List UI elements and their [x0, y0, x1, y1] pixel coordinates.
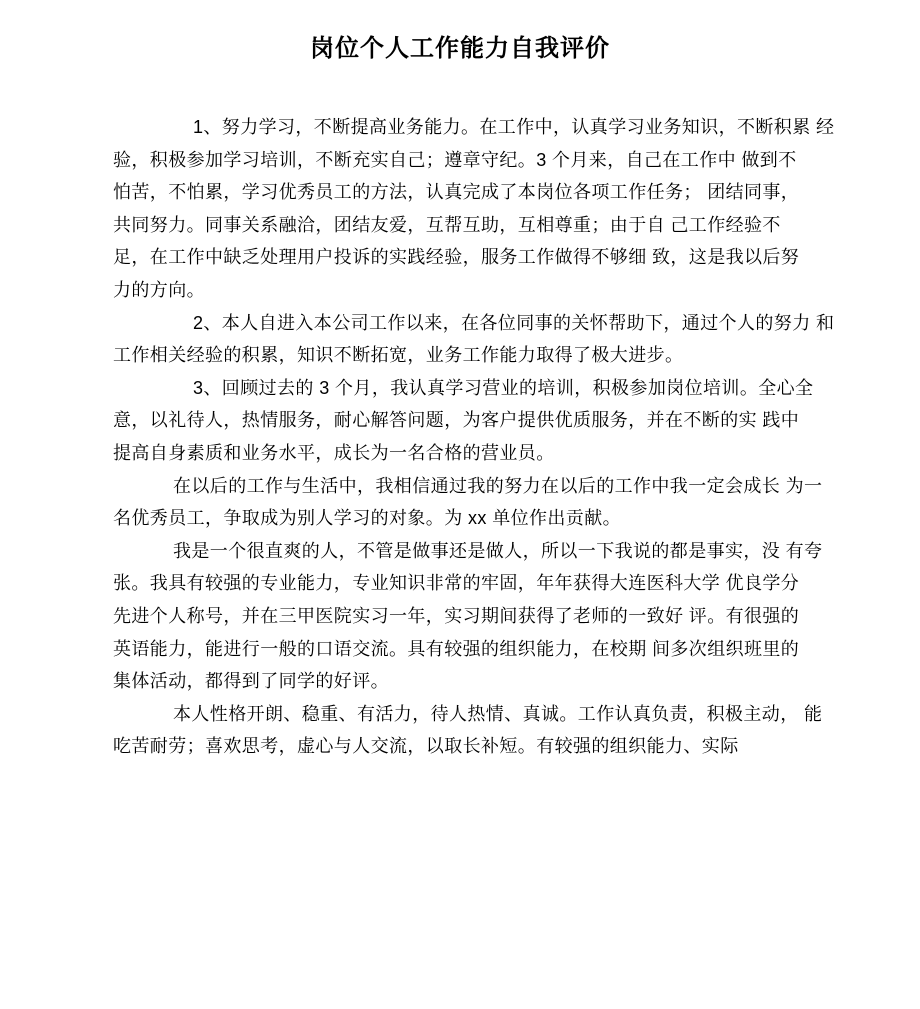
- text-line: 名优秀员工，争取成为别人学习的对象。为 xx 单位作出贡献。: [113, 508, 621, 529]
- text-line: 工作相关经验的积累，知识不断拓宽，业务工作能力取得了极大进步。: [113, 345, 684, 366]
- text-line: 2、本人自进入本公司工作以来，在各位同事的关怀帮助下，通过个人的努力 和: [193, 312, 835, 333]
- paragraph: [113, 372, 813, 470]
- paragraph: [113, 535, 823, 698]
- paragraph: [113, 470, 823, 535]
- text-line: 先进个人称号，并在三甲医院实习一年，实习期间获得了老师的一致好 评。有很强的: [113, 605, 800, 626]
- document-title: 岗位个人工作能力自我评价: [310, 35, 610, 62]
- text-line: 本人性格开朗、稳重、有活力，待人热情、真诚。工作认真负责，积极主动， 能: [173, 703, 823, 724]
- text-line: 共同努力。同事关系融洽，团结友爱，互帮互助，互相尊重；由于自 己工作经验不: [113, 214, 781, 235]
- text-line: 集体活动，都得到了同学的好评。: [113, 671, 389, 692]
- text-line: 我是一个很直爽的人，不管是做事还是做人，所以一下我说的都是事实，没 有夸: [173, 540, 823, 561]
- paragraph: [113, 307, 835, 372]
- text-line: 3、回顾过去的 3 个月，我认真学习营业的培训，积极参加岗位培训。全心全: [193, 377, 814, 398]
- text-line: 提高自身素质和业务水平，成长为一名合格的营业员。: [113, 442, 555, 463]
- text-line: 怕苦，不怕累，学习优秀员工的方法，认真完成了本岗位各项工作任务； 团结同事，: [113, 182, 800, 203]
- paragraph: [113, 698, 823, 763]
- text-line: 英语能力，能进行一般的口语交流。具有较强的组织能力，在校期 间多次组织班里的: [113, 638, 800, 659]
- text-line: 验，积极参加学习培训，不断充实自己；遵章守纪。3 个月来，自己在工作中 做到不: [113, 149, 797, 170]
- text-line: 吃苦耐劳；喜欢思考，虚心与人交流，以取长补短。有较强的组织能力、实际: [113, 736, 739, 757]
- paragraph: [113, 111, 835, 307]
- text-line: 力的方向。: [113, 279, 205, 300]
- text-line: 在以后的工作与生活中，我相信通过我的努力在以后的工作中我一定会成长 为一: [173, 475, 823, 496]
- document-body: [113, 111, 835, 763]
- text-line: 意，以礼待人，热情服务，耐心解答问题，为客户提供优质服务，并在不断的实 践中: [113, 410, 800, 431]
- text-line: 足，在工作中缺乏处理用户投诉的实践经验，服务工作做得不够细 致，这是我以后努: [113, 247, 800, 268]
- text-line: 张。我具有较强的专业能力，专业知识非常的牢固，年年获得大连医科大学 优良学分: [113, 573, 800, 594]
- text-line: 1、努力学习，不断提高业务能力。在工作中，认真学习业务知识，不断积累 经: [193, 117, 835, 137]
